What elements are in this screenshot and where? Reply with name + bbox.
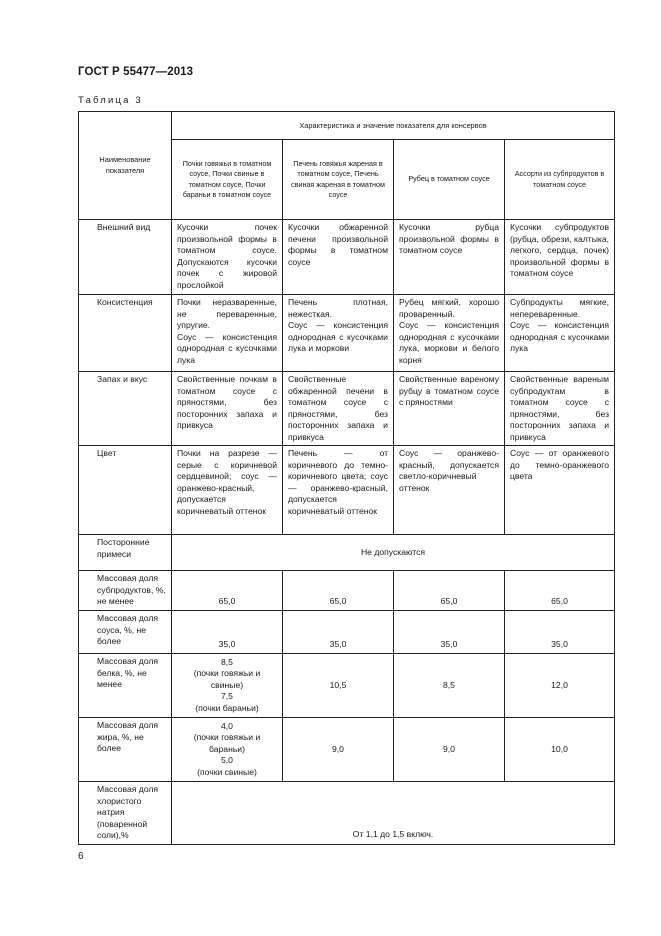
- table-cell: Свойственные обжаренной печени в томатном соусе с пряностями, без посторонних запаха и привкуса: [283, 372, 394, 446]
- table-caption: Таблица 3: [78, 95, 143, 106]
- table-cell: 35,0: [172, 611, 283, 654]
- specification-table: [78, 111, 615, 845]
- table-cell: Не допускаются: [172, 535, 615, 571]
- table-row: [79, 782, 615, 845]
- table-cell: 10,5: [283, 654, 394, 718]
- table-cell: [172, 295, 283, 372]
- table-cell: Свойственные вареному рубцу в томатном соусе с пряностями: [394, 372, 505, 446]
- row-name: Массовая доля жира, %, не более: [79, 718, 172, 782]
- cell-value: 8,5: [221, 656, 233, 667]
- cell-line: Почки неразваренные, не переваренные, упругие.: [177, 297, 277, 330]
- row-name: Внешний вид: [79, 220, 172, 295]
- table-row: [79, 220, 615, 295]
- table-cell: 10,0: [505, 718, 615, 782]
- table-cell: Кусочки почек произвольной формы в томатном соусе. Допускаются кусочки почек с жировой прослойкой: [172, 220, 283, 295]
- table-cell: [283, 295, 394, 372]
- column-header: Почки говяжьи в томатном соусе, Почки свиные в томатном соусе, Почки бараньи в томатном соусе: [172, 140, 283, 220]
- table-cell: Соус — оранжево-красный, допускается светло-коричневый оттенок: [394, 446, 505, 535]
- table-cell: 35,0: [283, 611, 394, 654]
- cell-line: Соус — консистенция однородная с кусочками лука, моркови и белого корня: [399, 320, 499, 365]
- cell-line: Субпродукты мягкие, непереваренные.: [510, 297, 610, 319]
- row-name: Массовая доля белка, %, не менее: [79, 654, 172, 718]
- cell-line: Печень плотная, нежесткая.: [288, 297, 388, 319]
- table-row: [79, 446, 615, 535]
- cell-note: (почки говяжьи и свиные): [193, 668, 261, 690]
- standard-title: ГОСТ Р 55477—2013: [78, 66, 194, 78]
- table-cell: От 1,1 до 1,5 включ.: [172, 782, 615, 845]
- table-cell: Печень — от коричневого до темно-коричневого цвета; соус — оранжево-красный, допускается коричневатый оттенок: [283, 446, 394, 535]
- table-cell: Кусочки субпродуктов (рубца, обрези, калтыка, легкого, сердца, почек) произвольной формы в томатном соусе: [505, 220, 615, 295]
- cell-line: Соус — консистенция однородная с кусочками лука: [510, 320, 610, 353]
- table-cell: 9,0: [283, 718, 394, 782]
- table-row: [79, 535, 615, 571]
- cell-line: Соус — консистенция однородная с кусочками лука и моркови: [288, 320, 388, 353]
- cell-note: (почки говяжьи и бараньи): [193, 732, 261, 754]
- table-cell: 65,0: [283, 571, 394, 611]
- cell-value: 7,5: [221, 691, 233, 702]
- group-header: Характеристика и значение показателя для консервов: [172, 112, 615, 140]
- table-row: [79, 654, 615, 718]
- cell-value: 4,0: [221, 720, 233, 731]
- column-header: Ассорти из субпродуктов в томатном соусе: [505, 140, 615, 220]
- table-cell: Свойственные почкам в томатном соусе с пряностями, без посторонних запаха и привкуса: [172, 372, 283, 446]
- table-cell: Свойственные вареным субпродуктам в томатном соусе с пряностями, без посторонних запаха и привкуса: [505, 372, 615, 446]
- table-row: [79, 372, 615, 446]
- table-row: [79, 571, 615, 611]
- table-cell: Соус — от оранжевого до темно-оранжевого цвета: [505, 446, 615, 535]
- table-cell: 8,5: [394, 654, 505, 718]
- table-cell: Кусочки рубца произвольной формы в томатном соусе: [394, 220, 505, 295]
- table-cell: 9,0: [394, 718, 505, 782]
- cell-note: (почки бараньи): [195, 702, 259, 713]
- row-name: Массовая доля субпродуктов, %, не менее: [79, 571, 172, 611]
- table-cell: [172, 654, 283, 718]
- row-name: Массовая доля хлористого натрия (поваренной соли),%: [79, 782, 172, 845]
- table-cell: [505, 295, 615, 372]
- table-cell: [172, 718, 283, 782]
- table-cell: 65,0: [394, 571, 505, 611]
- row-name: Цвет: [79, 446, 172, 535]
- cell-line: Соус — консистенция однородная с кусочками лука: [177, 331, 277, 365]
- cell-value: 5,0: [221, 755, 233, 766]
- row-name: Запах и вкус: [79, 372, 172, 446]
- table-row: [79, 295, 615, 372]
- cell-note: (почки свиные): [197, 766, 257, 777]
- table-cell: 35,0: [394, 611, 505, 654]
- table-cell: [394, 295, 505, 372]
- table-cell: 12,0: [505, 654, 615, 718]
- row-name: Посторонние примеси: [79, 535, 172, 571]
- table-row: [79, 718, 615, 782]
- row-name: Консистенция: [79, 295, 172, 372]
- column-header: Печень говяжья жареная в томатном соусе, Печень свиная жареная в томатном соусе: [283, 140, 394, 220]
- table-cell: 35,0: [505, 611, 615, 654]
- table-cell: Почки на разрезе — серые с коричневой сердцевиной; соус — оранжево-красный, допускается коричневатый оттенок: [172, 446, 283, 535]
- name-column-header: Наименование показателя: [79, 112, 172, 220]
- column-header: Рубец в томатном соусе: [394, 140, 505, 220]
- cell-line: Рубец мягкий, хорошо проваренный.: [399, 297, 499, 319]
- row-name: Массовая доля соуса, %, не более: [79, 611, 172, 654]
- table-cell: 65,0: [172, 571, 283, 611]
- table-header-row: [79, 112, 615, 140]
- page-number: 6: [78, 851, 84, 862]
- table-cell: Кусочки обжаренной печени произвольной формы в томатном соусе: [283, 220, 394, 295]
- table-row: [79, 611, 615, 654]
- table-cell: 65,0: [505, 571, 615, 611]
